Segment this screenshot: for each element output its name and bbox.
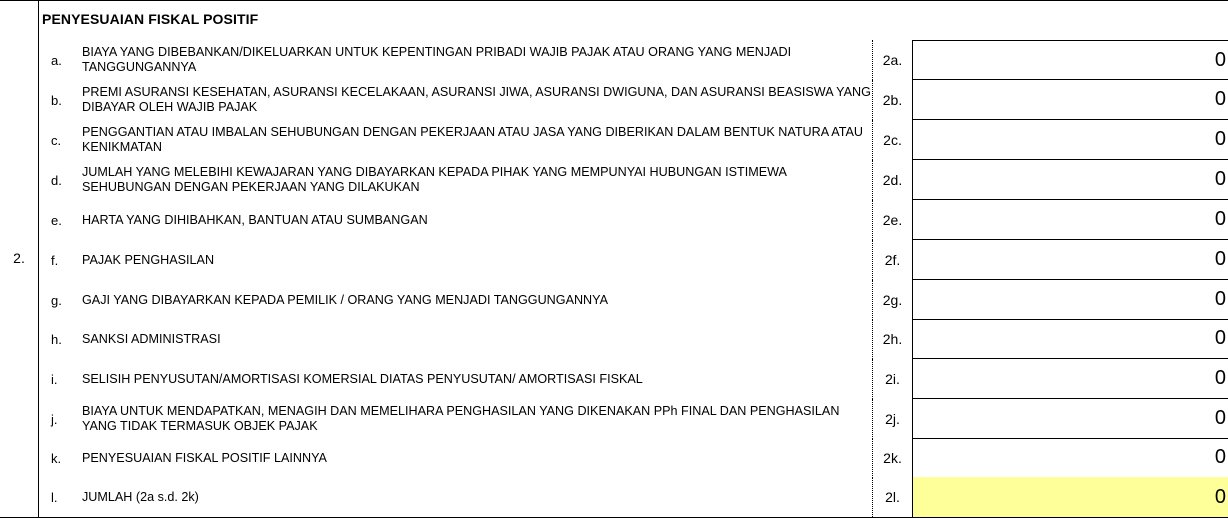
row-code: 2j. (872, 399, 912, 439)
row-code: 2k. (872, 438, 912, 478)
row-description: PENGGANTIAN ATAU IMBALAN SEHUBUNGAN DENGAN PEKERJAAN ATAU JASA YANG DIBERIKAN DALAM BENTUK NATURA ATAU KENIKMATAN (82, 125, 863, 154)
form-row-2d (39, 160, 1228, 200)
row-letter: d. (51, 172, 62, 188)
row-letter: b. (51, 92, 62, 108)
row-letter: a. (51, 52, 62, 68)
row-letter: c. (51, 132, 62, 148)
form-row-2g (39, 280, 1228, 320)
row-code: 2i. (872, 359, 912, 399)
row-description: PAJAK PENGHASILAN (82, 252, 215, 267)
row-code: 2a. (872, 40, 912, 80)
row-code: 2h. (872, 319, 912, 359)
section-number: 2. (13, 250, 25, 266)
amount-field-2i[interactable]: 0 (912, 359, 1228, 399)
row-code: 2c. (872, 120, 912, 160)
form-row-2a (39, 40, 1228, 80)
row-letter: g. (51, 292, 62, 308)
row-letter: f. (51, 252, 59, 268)
row-letter: e. (51, 212, 62, 228)
row-description: HARTA YANG DIHIBAHKAN, BANTUAN ATAU SUMBANGAN (82, 212, 428, 227)
form-row-2i (39, 359, 1228, 399)
form-row-2e (39, 200, 1228, 240)
row-code: 2f. (872, 240, 912, 280)
row-letter: k. (51, 450, 62, 466)
amount-field-2d[interactable]: 0 (912, 160, 1228, 200)
row-letter: j. (51, 411, 58, 427)
row-description: BIAYA YANG DIBEBANKAN/DIKELUARKAN UNTUK KEPENTINGAN PRIBADI WAJIB PAJAK ATAU ORANG YANG MENJADI TANGGUNGANNYA (82, 45, 792, 74)
row-description: BIAYA UNTUK MENDAPATKAN, MENAGIH DAN MEMELIHARA PENGHASILAN YANG DIKENAKAN PPh FINAL DAN PENGHASILAN YANG TIDAK TERMASUK OBJEK PAJAK (82, 404, 840, 433)
section-title: PENYESUAIAN FISKAL POSITIF (42, 11, 259, 27)
amount-field-2e[interactable]: 0 (912, 200, 1228, 240)
amount-field-2f[interactable]: 0 (912, 240, 1228, 280)
amount-field-2c[interactable]: 0 (912, 120, 1228, 160)
row-code: 2e. (872, 200, 912, 240)
row-description: PENYESUAIAN FISKAL POSITIF LAINNYA (82, 450, 327, 465)
row-code: 2b. (872, 80, 912, 120)
form-row-2c (39, 120, 1228, 160)
row-letter: l. (51, 489, 58, 505)
row-description: JUMLAH (2a s.d. 2k) (82, 489, 199, 504)
row-description: JUMLAH YANG MELEBIHI KEWAJARAN YANG DIBAYARKAN KEPADA PIHAK YANG MEMPUNYAI HUBUNGAN ISTIMEWA SEHUBUNGAN DENGAN PEKERJAAN YANG DILAKUKAN (82, 165, 787, 194)
amount-field-2j[interactable]: 0 (912, 399, 1228, 439)
amount-field-2a[interactable]: 0 (912, 40, 1228, 80)
amount-field-2k[interactable]: 0 (912, 438, 1228, 478)
row-description: PREMI ASURANSI KESEHATAN, ASURANSI KECELAKAAN, ASURANSI JIWA, ASURANSI DWIGUNA, DAN ASURANSI BEASISWA YANG DIBAYAR OLEH WAJIB PAJAK (82, 85, 871, 114)
amount-field-2h[interactable]: 0 (912, 319, 1228, 359)
row-letter: i. (51, 371, 58, 387)
amount-field-2g[interactable]: 0 (912, 280, 1228, 320)
row-code: 2d. (872, 160, 912, 200)
row-description: SELISIH PENYUSUTAN/AMORTISASI KOMERSIAL DIATAS PENYUSUTAN/ AMORTISASI FISKAL (82, 371, 643, 386)
form-row-2h (39, 319, 1228, 359)
row-code: 2l. (872, 477, 912, 517)
form-row-2f (39, 240, 1228, 280)
form-row-2l-total (39, 477, 1228, 517)
form-row-2j (39, 399, 1228, 439)
form-row-2b (39, 80, 1228, 120)
amount-field-2b[interactable]: 0 (912, 80, 1228, 120)
row-description: SANKSI ADMINISTRASI (82, 331, 221, 346)
total-amount-field: 0 (912, 477, 1228, 517)
row-description: GAJI YANG DIBAYARKAN KEPADA PEMILIK / ORANG YANG MENJADI TANGGUNGANNYA (82, 292, 609, 307)
row-code: 2g. (872, 280, 912, 320)
form-row-2k (39, 438, 1228, 478)
row-letter: h. (51, 331, 62, 347)
